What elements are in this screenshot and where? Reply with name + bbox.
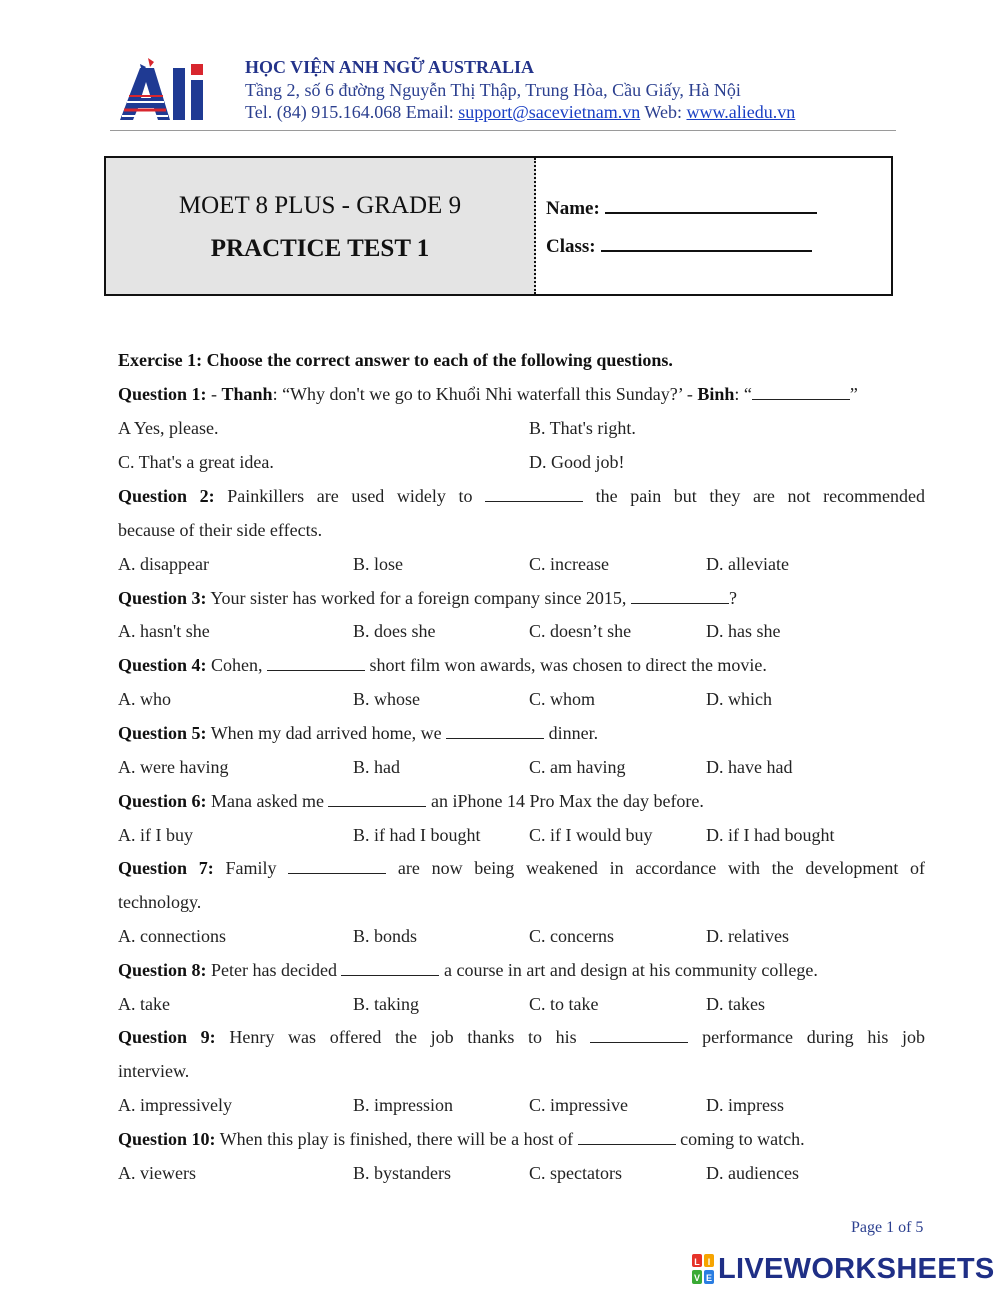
question-3: Question 3: Your sister has worked for a foreign company since 2015, ? [118,588,737,608]
title-box [104,156,893,296]
answer-blank[interactable] [341,961,439,976]
option-d[interactable]: D. audiences [706,1163,799,1183]
option-d[interactable]: D. if I had bought [706,825,835,845]
question-6: Question 6: Mana asked me an iPhone 14 Pro Max the day before. [118,791,704,811]
option-b[interactable]: B. That's right. [529,418,636,438]
question-2: Question 2: Painkillers are used widely to the pain but they are not recommended [118,486,926,506]
option-c[interactable]: C. to take [529,994,599,1014]
answer-blank[interactable] [267,656,365,671]
name-field[interactable] [546,194,817,220]
course-title: MOET 8 PLUS - GRADE 9 [178,192,462,219]
exercise-heading: Exercise 1: Choose the correct answer to each of the following questions. [118,350,673,370]
option-b[interactable]: B. whose [353,689,420,709]
svg-text:V: V [693,1273,701,1283]
header-divider [110,130,896,131]
option-b[interactable]: B. lose [353,554,404,574]
question-8: Question 8: Peter has decided a course in art and design at his community college. [118,960,818,980]
option-b[interactable]: B. if had I bought [353,825,481,845]
question-9: Question 9: Henry was offered the job thanks to his performance during his job [118,1027,926,1047]
liveworksheets-icon [692,1254,714,1284]
option-c[interactable]: C. increase [529,554,609,574]
option-c[interactable]: C. if I would buy [529,825,653,845]
answer-blank[interactable] [485,487,583,502]
option-d[interactable]: D. has she [706,621,781,641]
name-blank[interactable] [605,194,817,214]
question-2-cont: because of their side effects. [118,520,323,540]
option-a[interactable]: A. were having [118,757,229,777]
svg-text:I: I [707,1257,711,1267]
tel-text: Tel. (84) 915.164.068 Email: [245,102,459,122]
contact-line [245,101,795,124]
option-d[interactable]: D. which [706,689,772,709]
option-b[interactable]: B. taking [353,994,419,1014]
option-c[interactable]: C. am having [529,757,626,777]
title-panel [106,158,536,294]
option-d[interactable]: D. have had [706,757,793,777]
option-a[interactable]: A. viewers [118,1163,196,1183]
option-c[interactable]: C. That's a great idea. [118,452,274,472]
question-7: Question 7: Family are now being weakened in accordance with the development of [118,858,926,878]
svg-text:E: E [705,1273,713,1283]
ali-logo [118,54,222,122]
option-a[interactable]: A. connections [118,926,226,946]
option-c[interactable]: C. concerns [529,926,614,946]
option-d[interactable]: D. alleviate [706,554,789,574]
option-c[interactable]: C. impressive [529,1095,628,1115]
option-a[interactable]: A. take [118,994,170,1014]
web-label: Web: [640,102,687,122]
name-label: Name: [546,198,600,219]
org-address: Tầng 2, số 6 đường Nguyễn Thị Thập, Trung Hòa, Cầu Giấy, Hà Nội [245,79,741,100]
option-a[interactable]: A. if I buy [118,825,193,845]
web-link[interactable]: www.aliedu.vn [686,102,796,122]
org-name: HỌC VIỆN ANH NGỮ AUSTRALIA [245,57,535,77]
question-1: Question 1: - Thanh: “Why don't we go to Khuổi Nhi waterfall this Sunday?’ - Binh: “ ” [118,384,858,404]
liveworksheets-wordmark: LIVEWORKSHEETS [718,1252,995,1285]
option-c[interactable]: C. whom [529,689,596,709]
option-a[interactable]: A. disappear [118,554,209,574]
option-b[interactable]: B. does she [353,621,436,641]
option-b[interactable]: B. impression [353,1095,454,1115]
logo-text: ALi [208,120,210,121]
option-b[interactable]: B. bystanders [353,1163,451,1183]
answer-blank[interactable] [578,1130,676,1145]
option-d[interactable]: D. takes [706,994,765,1014]
option-b[interactable]: B. bonds [353,926,418,946]
answer-blank[interactable] [288,859,386,874]
answer-blank[interactable] [590,1028,688,1043]
class-field[interactable] [546,232,812,258]
question-7-cont: technology. [118,892,202,912]
option-a[interactable]: A Yes, please. [118,418,219,438]
question-9-cont: interview. [118,1061,190,1081]
answer-blank[interactable] [631,589,729,604]
liveworksheets-badge[interactable] [692,1253,995,1285]
option-a[interactable]: A. who [118,689,171,709]
option-a[interactable]: A. impressively [118,1095,232,1115]
answer-blank[interactable] [752,385,850,400]
answer-blank[interactable] [446,724,544,739]
page-number: Page 1 of 5 [851,1219,924,1236]
option-d[interactable]: D. impress [706,1095,784,1115]
class-blank[interactable] [601,232,812,252]
question-5: Question 5: When my dad arrived home, we dinner. [118,723,599,743]
header-contact [245,56,795,124]
email-link[interactable]: support@sacevietnam.vn [458,102,641,122]
option-d[interactable]: D. Good job! [529,452,625,472]
option-c[interactable]: C. spectators [529,1163,622,1183]
class-label: Class: [546,236,596,257]
option-d[interactable]: D. relatives [706,926,789,946]
option-b[interactable]: B. had [353,757,400,777]
answer-blank[interactable] [328,792,426,807]
option-c[interactable]: C. doesn’t she [529,621,632,641]
test-title: PRACTICE TEST 1 [210,235,430,262]
option-a[interactable]: A. hasn't she [118,621,210,641]
svg-text:L: L [694,1257,700,1267]
question-10: Question 10: When this play is finished, there will be a host of coming to watch. [118,1129,805,1149]
question-4: Question 4: Cohen, short film won awards, was chosen to direct the movie. [118,655,767,675]
